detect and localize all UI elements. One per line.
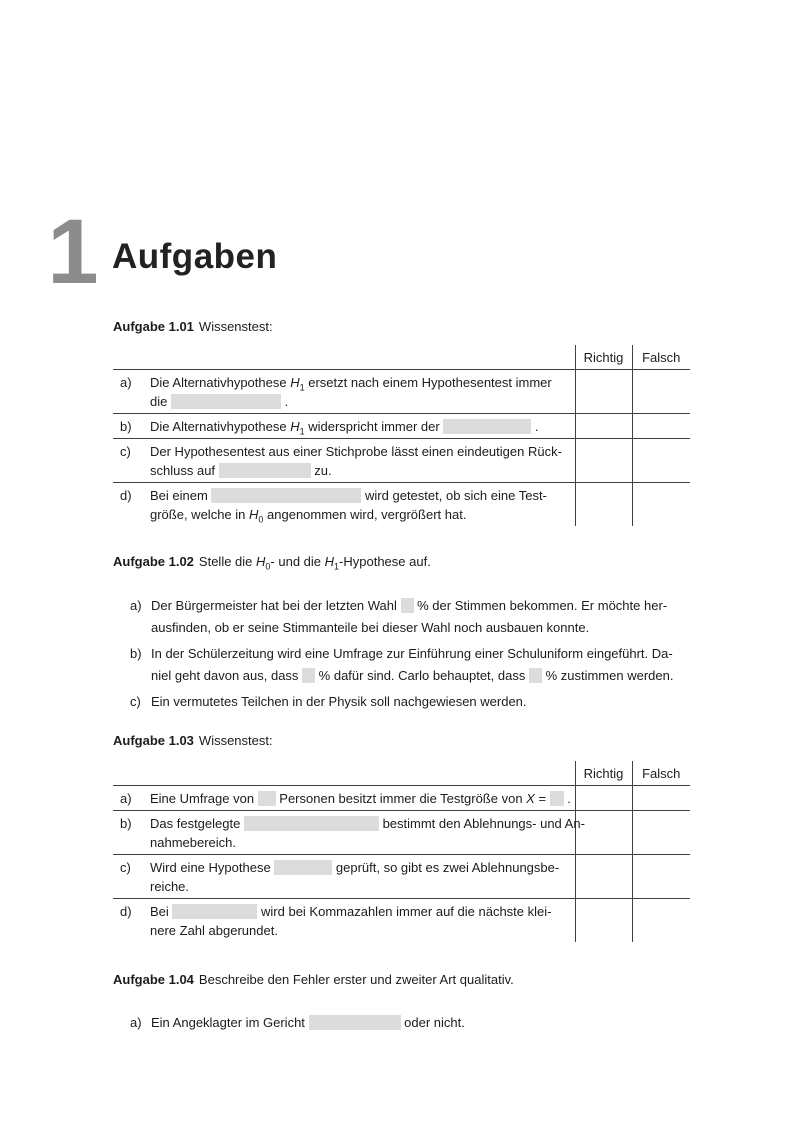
table-header-row: [113, 345, 690, 370]
text-run: ausfinden, ob er seine Stimmanteile bei dieser Wahl noch ausbauen konnte.: [151, 620, 590, 635]
redacted-blank: [171, 394, 281, 409]
exercise-1.01: [113, 317, 690, 526]
redacted-blank: [529, 668, 542, 683]
text-run: geprüft, so gibt es zwei Ablehnungsbe-: [332, 860, 560, 875]
exercise-1.03: [113, 731, 690, 942]
chapter-title: Aufgaben: [112, 237, 278, 276]
table-header-row: [113, 761, 690, 786]
item-key: c): [130, 694, 141, 709]
text-run: schluss auf: [150, 463, 219, 478]
text-run: Personen besitzt immer die Testgröße von: [275, 791, 527, 806]
redacted-blank: [211, 488, 361, 503]
table-header-falsch: Falsch: [632, 345, 690, 370]
math-symbol: $H_1$: [324, 554, 340, 572]
text-run: Die Alternativhypothese: [150, 419, 291, 434]
exercise-heading: [113, 731, 690, 750]
text-run: Bei einem: [150, 488, 212, 503]
text-run: Ein Angeklagter im Gericht: [151, 1015, 309, 1030]
row-key: a): [120, 791, 132, 806]
falsch-cell: [632, 811, 690, 855]
exercise-heading: [113, 970, 690, 989]
text-run: ersetzt nach einem Hypothesentest immer: [304, 375, 552, 390]
richtig-cell: [575, 786, 632, 811]
list-item: [113, 691, 690, 713]
text-run: angenommen wird, vergrößert hat.: [263, 507, 467, 522]
exercise-items: [113, 595, 690, 713]
text-run: die: [150, 394, 171, 409]
statement-cell: [113, 786, 575, 811]
falsch-cell: [632, 899, 690, 943]
table-row: [113, 483, 690, 527]
redacted-blank: [274, 860, 332, 875]
text-run: Wird eine Hypothese: [150, 860, 275, 875]
table-row: [113, 439, 690, 483]
statement-cell: [113, 370, 575, 414]
table-row: [113, 786, 690, 811]
text-run: Wissenstest:: [198, 733, 273, 748]
math-subscript: 1: [299, 382, 305, 393]
redacted-blank: [244, 816, 379, 831]
redacted-blank: [302, 668, 315, 683]
exercise-label: Aufgabe 1.04: [113, 972, 194, 987]
text-run: Bei: [150, 904, 173, 919]
text-run: größe, welche in: [150, 507, 249, 522]
text-run: Eine Umfrage von: [150, 791, 258, 806]
text-run: Beschreibe den Fehler erster und zweiter Art qualitativ.: [198, 972, 514, 987]
text-run: zu.: [310, 463, 332, 478]
text-run: % der Stimmen bekommen. Er möchte her-: [413, 598, 668, 613]
redacted-blank: [309, 1015, 401, 1030]
item-key: a): [130, 598, 142, 613]
text-run: % zustimmen werden.: [541, 668, 674, 683]
text-run: Das festgelegte: [150, 816, 244, 831]
exercise-sections: [113, 317, 690, 1034]
exercise-heading: [113, 317, 690, 336]
text-run: Stelle die: [198, 554, 257, 569]
text-run: .: [531, 419, 539, 434]
chapter-number: 1: [47, 201, 99, 303]
statement-cell: [113, 439, 575, 483]
redacted-blank: [258, 791, 276, 806]
text-run: nahmebereich.: [150, 835, 236, 850]
text-run: nere Zahl abgerundet.: [150, 923, 278, 938]
row-key: c): [120, 860, 131, 875]
header-spacer-cell: [113, 345, 575, 370]
truefalse-table: [113, 761, 690, 942]
math-subscript: 1: [299, 426, 305, 437]
row-key: c): [120, 444, 131, 459]
statement-cell: [113, 811, 585, 855]
text-run: % dafür sind. Carlo behauptet, dass: [315, 668, 529, 683]
math-symbol: $H_0$: [249, 507, 264, 525]
richtig-cell: [575, 370, 632, 414]
text-run: niel geht davon aus, dass: [151, 668, 303, 683]
text-run: reiche.: [150, 879, 190, 894]
richtig-cell: [575, 855, 632, 899]
table-body: [113, 370, 690, 527]
statement-cell: [113, 483, 575, 527]
redacted-blank: [550, 791, 564, 806]
text-run: .: [563, 791, 571, 806]
table-row: [113, 899, 690, 943]
math-symbol: $H_0$: [256, 554, 271, 572]
statement-cell: [113, 855, 575, 899]
falsch-cell: [632, 855, 690, 899]
text-run: Die Alternativhypothese: [150, 375, 291, 390]
math-subscript: 0: [265, 561, 271, 572]
redacted-blank: [401, 598, 414, 613]
item-key: a): [130, 1015, 142, 1030]
row-key: b): [120, 816, 132, 831]
text-run: widerspricht immer der: [304, 419, 444, 434]
richtig-cell: [575, 483, 632, 527]
falsch-cell: [632, 786, 690, 811]
text-run: Der Hypothesentest aus einer Stichprobe lässt einen eindeutigen Rück-: [150, 444, 562, 459]
table-row: [113, 414, 690, 439]
list-item: [113, 595, 690, 639]
text-run: bestimmt den Ablehnungs- und An-: [378, 816, 585, 831]
table-header-richtig: Richtig: [575, 761, 632, 786]
exercise-1.04: [113, 970, 690, 1034]
math-subscript: 0: [258, 514, 264, 525]
math-symbol: $H_1$: [290, 419, 305, 437]
text-run: oder nicht.: [400, 1015, 465, 1030]
text-run: Ein vermutetes Teilchen in der Physik soll nachgewiesen werden.: [151, 694, 527, 709]
text-run: Der Bürgermeister hat bei der letzten Wahl: [151, 598, 401, 613]
falsch-cell: [632, 370, 690, 414]
text-run: wird bei Kommazahlen immer auf die nächste klei-: [257, 904, 552, 919]
table-head: [113, 345, 690, 370]
row-key: a): [120, 375, 132, 390]
list-item: [113, 643, 690, 687]
exercise-label: Aufgabe 1.03: [113, 733, 194, 748]
table-header-richtig: Richtig: [575, 345, 632, 370]
exercise-label: Aufgabe 1.01: [113, 319, 194, 334]
text-run: -Hypothese auf.: [339, 554, 431, 569]
exercise-label: Aufgabe 1.02: [113, 554, 194, 569]
falsch-cell: [632, 414, 690, 439]
exercise-items: [113, 1012, 690, 1034]
row-key: d): [120, 904, 132, 919]
table-head: [113, 761, 690, 786]
header-spacer-cell: [113, 761, 575, 786]
text-run: =: [534, 791, 550, 806]
falsch-cell: [632, 439, 690, 483]
text-run: .: [280, 394, 289, 409]
exercise-1.02: [113, 552, 690, 713]
text-run: In der Schülerzeitung wird eine Umfrage zur Einführung einer Schuluniform eingeführt. Da-: [151, 646, 673, 661]
text-run: - und die: [270, 554, 325, 569]
richtig-cell: [575, 414, 632, 439]
math-symbol: X: [526, 791, 535, 806]
falsch-cell: [632, 483, 690, 527]
list-item: [113, 1012, 690, 1034]
math-symbol: $H_1$: [290, 375, 305, 393]
table-header-falsch: Falsch: [632, 761, 690, 786]
statement-cell: [113, 414, 575, 439]
row-key: b): [120, 419, 132, 434]
text-run: wird getestet, ob sich eine Test-: [361, 488, 547, 503]
redacted-blank: [443, 419, 531, 434]
item-key: b): [130, 646, 142, 661]
row-key: d): [120, 488, 132, 503]
table-row: [113, 811, 690, 855]
truefalse-table: [113, 345, 690, 526]
table-row: [113, 855, 690, 899]
table-row: [113, 370, 690, 414]
table-body: [113, 786, 690, 943]
text-run: Wissenstest:: [198, 319, 273, 334]
redacted-blank: [172, 904, 257, 919]
exercise-heading: [113, 552, 690, 571]
richtig-cell: [575, 899, 632, 943]
redacted-blank: [219, 463, 311, 478]
math-subscript: 1: [334, 561, 340, 572]
statement-cell: [113, 899, 575, 943]
richtig-cell: [575, 439, 632, 483]
